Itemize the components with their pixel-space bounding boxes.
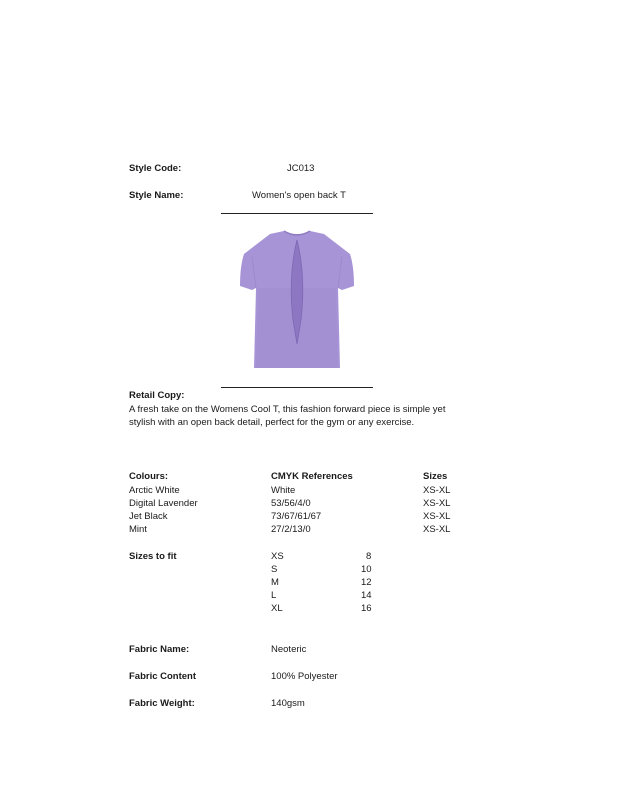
fabric-name-value: Neoteric xyxy=(271,644,307,655)
style-name-label: Style Name: xyxy=(129,190,184,201)
fit-value: 12 xyxy=(361,577,372,588)
size-range: XS-XL xyxy=(423,524,451,535)
fit-size: XS xyxy=(271,551,284,562)
size-range: XS-XL xyxy=(423,511,451,522)
colour-name: Arctic White xyxy=(129,485,180,496)
cmyk-value: White xyxy=(271,485,296,496)
size-range: XS-XL xyxy=(423,498,451,509)
style-code-value: JC013 xyxy=(287,163,315,174)
colours-header: Colours: xyxy=(129,471,169,482)
cmyk-header: CMYK References xyxy=(271,471,353,482)
divider-top xyxy=(221,213,373,214)
style-name-value: Women's open back T xyxy=(252,190,346,201)
colour-name: Mint xyxy=(129,524,147,535)
fit-value: 14 xyxy=(361,590,372,601)
style-code-label: Style Code: xyxy=(129,163,182,174)
retail-copy-line-2: stylish with an open back detail, perfect for the gym or any exercise. xyxy=(129,417,415,428)
fabric-content-value: 100% Polyester xyxy=(271,671,338,682)
cmyk-value: 53/56/4/0 xyxy=(271,498,311,509)
size-range: XS-XL xyxy=(423,485,451,496)
sizes-header: Sizes xyxy=(423,471,448,482)
fit-value: 8 xyxy=(366,551,372,562)
fit-value: 16 xyxy=(361,603,372,614)
fabric-weight-label: Fabric Weight: xyxy=(129,698,195,709)
cmyk-value: 27/2/13/0 xyxy=(271,524,311,535)
cmyk-value: 73/67/61/67 xyxy=(271,511,322,522)
fabric-name-label: Fabric Name: xyxy=(129,644,190,655)
fit-size: M xyxy=(271,577,279,588)
tshirt-icon xyxy=(238,228,356,370)
retail-copy-line-1: A fresh take on the Womens Cool T, this fashion forward piece is simple yet xyxy=(129,404,446,415)
divider-bottom xyxy=(221,387,373,388)
fabric-content-label: Fabric Content xyxy=(129,671,197,682)
fit-size: L xyxy=(271,590,277,601)
fit-size: XL xyxy=(271,603,283,614)
fabric-weight-value: 140gsm xyxy=(271,698,305,709)
colour-name: Digital Lavender xyxy=(129,498,198,509)
fit-size: S xyxy=(271,564,278,575)
retail-copy-label: Retail Copy: xyxy=(129,390,185,401)
sizes-to-fit-label: Sizes to fit xyxy=(129,551,177,562)
fit-value: 10 xyxy=(361,564,372,575)
colour-name: Jet Black xyxy=(129,511,168,522)
